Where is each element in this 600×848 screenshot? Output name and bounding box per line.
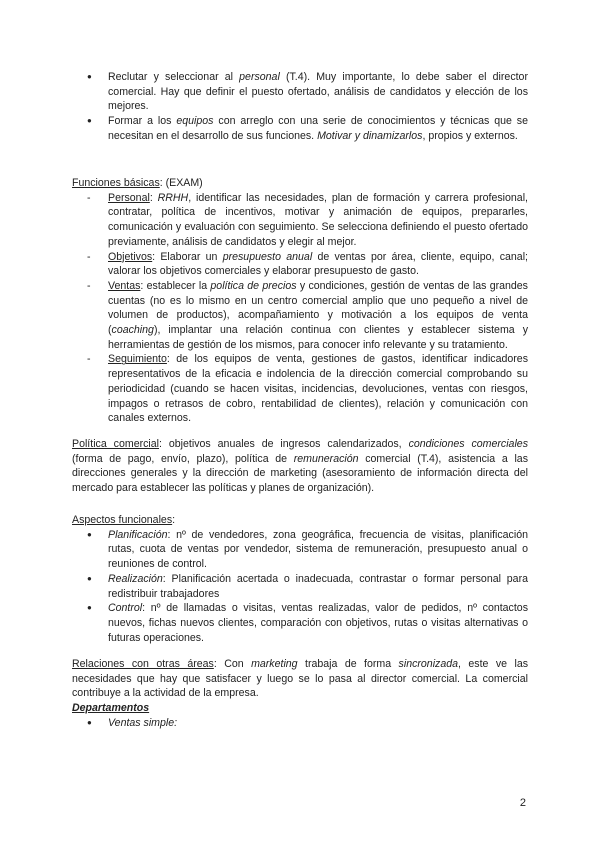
section-heading: Aspectos funcionales: — [72, 514, 176, 526]
list-item: ● Reclutar y seleccionar al personal (T.4). Muy importante, lo debe saber el director comercial. Hay que definir el puesto ofertado, análisis de candidatos y elección de los mejores. — [72, 70, 528, 114]
list-item: ● Planificación: nº de vendedores, zona geográfica, frecuencia de visitas, planificación rutas, cuota de ventas por vendedor, sistema de remuneración, presupuesto anual o reuniones de control. — [72, 528, 528, 572]
relaciones-section — [72, 657, 528, 731]
politica-paragraph: Política comercial: objetivos anuales de ingresos calendarizados, condiciones comerciales (forma de pago, envío, plazo), política de remuneración comercial (T.4), asistencia a las direcciones generales y la dirección de marketing (asesoramiento de información directa del mercado para establecer las políticas y planes de organización). — [72, 438, 528, 495]
page-number: 2 — [519, 797, 526, 809]
aspectos-section — [72, 513, 528, 645]
list-item: ● Ventas simple: — [72, 716, 528, 731]
relaciones-paragraph: Relaciones con otras áreas: Con marketing trabaja de forma sincronizada, este ve las necesidades que hay que satisfacer y luego se lo pasa al director comercial. La comercial contribuye a la actividad de la empresa. — [72, 658, 529, 700]
list-item: - Seguimiento: de los equipos de venta, gestiones de gastos, identificar indicadores representativos de la eficacia e indolencia de la dirección comercial comprobando su periodicidad (cuando se hacen visitas, incidencias, devoluciones, ventas con riesgos, impagos o retrasos de cobro, rentabilidad de clientes), relación y comunicación con canales externos. — [72, 352, 528, 426]
top-bullet-list — [72, 70, 528, 144]
list-item: - Objetivos: Elaborar un presupuesto anual de ventas por área, cliente, equipo, canal; valorar los objetivos comerciales y elaborar presupuesto de gasto. — [72, 250, 528, 279]
list-item: ● Formar a los equipos con arreglo con una serie de conocimientos y técnicas que se necesitan en el desarrollo de sus funciones. Motivar y dinamizarlos, propios y externos. — [72, 114, 528, 143]
section-heading: Departamentos — [72, 702, 150, 715]
list-item: ● Realización: Planificación acertada o inadecuada, contrastar o formar personal para redistribuir trabajadores — [72, 572, 528, 601]
list-item: - Ventas: establecer la política de precios y condiciones, gestión de ventas de las grandes cuentas (no es lo mismo en un centro comercial amplio que uno pequeño a nivel de volumen de productos), acompañamiento y motivación a los equipos de venta (coaching), implantar una relación continua con clientes y establecer sistema y herramientas de gestión de los mismos, para conocer info relevante y su tratamiento. — [72, 279, 528, 353]
list-item: - Personal: RRHH, identificar las necesidades, plan de formación y carrera profesional, contratar, política de incentivos, motivar y animación de equipos, prepararles, comunicación y evaluación con seguimiento. Se selecciona definiendo el puesto ofertado previamente, análisis de candidatos y elegir al mejor. — [72, 191, 528, 250]
list-item: ● Control: nº de llamadas o visitas, ventas realizadas, valor de pedidos, nº contactos nuevos, fichas nuevos clientes, comparación con objetivos, rutas o visitas alternativas o futuras operaciones. — [72, 601, 528, 645]
politica-section — [72, 437, 528, 496]
funciones-section — [72, 176, 528, 426]
section-heading: Funciones básicas: (EXAM) — [72, 177, 203, 189]
